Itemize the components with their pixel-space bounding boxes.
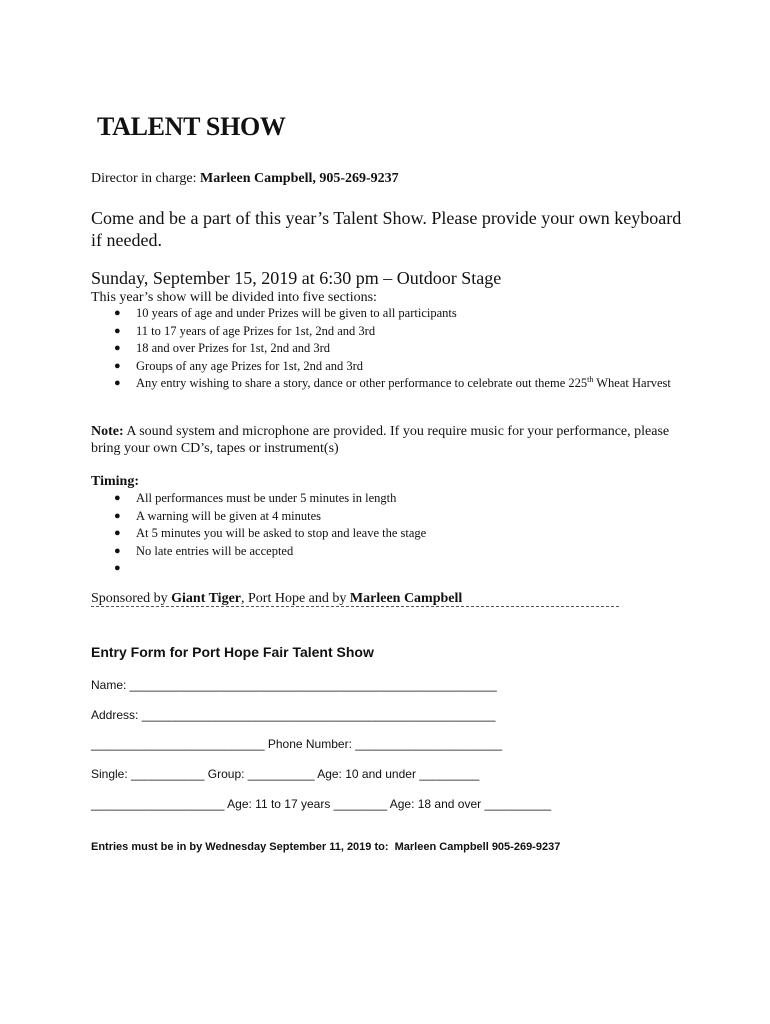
timing-heading: Timing:	[91, 474, 139, 489]
timing-text: A warning will be given at 4 minutes	[136, 508, 322, 523]
bullet-icon: ●	[114, 527, 121, 539]
deadline-note: Entries must be in by Wednesday September 11, 2019 to: Marleen Campbell 905-269-9237	[91, 841, 561, 853]
list-item	[91, 358, 671, 376]
section-text: 10 years of age and under Prizes will be given to all participants	[136, 306, 457, 320]
list-item	[91, 490, 671, 508]
bullet-icon: ●	[114, 359, 121, 372]
section-text: Groups of any age Prizes for 1st, 2nd and 3rd	[136, 358, 364, 373]
timing-text: No late entries will be accepted	[136, 543, 294, 558]
note-paragraph	[91, 423, 681, 457]
bullet-icon: ●	[114, 324, 121, 337]
section-text-before: Any entry wishing to share a story, dance or other performance to celebrate out theme 225	[136, 376, 588, 390]
director-line	[91, 171, 399, 187]
bullet-icon: ●	[114, 509, 121, 522]
page-title: TALENT SHOW	[97, 112, 286, 141]
director-name: Marleen Campbell, 905-269-9237	[199, 171, 399, 186]
address-field[interactable]: Address: _____________________________________________________	[91, 708, 496, 722]
cut-line-divider	[91, 606, 619, 607]
age-field[interactable]: ____________________ Age: 11 to 17 years ________ Age: 18 and over __________	[91, 797, 552, 811]
sponsor-name-1: Giant Tiger	[171, 591, 242, 606]
section-text-superscript: th	[587, 374, 594, 384]
timing-list	[91, 490, 671, 574]
sections-list	[91, 305, 671, 393]
intro-paragraph: Come and be a part of this year’s Talent Show. Please provide your own keyboard if needed.	[91, 208, 682, 250]
entry-form-title: Entry Form for Port Hope Fair Talent Show	[91, 644, 374, 660]
list-item	[91, 543, 671, 561]
bullet-icon: ●	[114, 544, 121, 557]
bullet-icon: ●	[114, 562, 121, 574]
name-field[interactable]: Name: _______________________________________________________	[91, 678, 497, 692]
category-field[interactable]: Single: ___________ Group: __________ Age: 10 and under _________	[91, 767, 480, 781]
sections-intro: This year’s show will be divided into five sections:	[91, 290, 377, 305]
bullet-icon: ●	[114, 342, 121, 354]
section-text: 11 to 17 years of age Prizes for 1st, 2nd and 3rd	[136, 323, 376, 338]
sponsor-line	[91, 591, 462, 607]
timing-text: All performances must be under 5 minutes in length	[136, 491, 397, 505]
list-item	[91, 305, 671, 323]
sponsor-prefix: Sponsored by	[91, 591, 172, 606]
sponsor-name-2: Marleen Campbell	[349, 591, 463, 606]
bullet-icon: ●	[114, 377, 121, 389]
timing-text: At 5 minutes you will be asked to stop and leave the stage	[136, 526, 427, 540]
bullet-icon: ●	[114, 492, 121, 504]
section-text-after: Wheat Harvest	[593, 376, 671, 390]
list-item	[91, 508, 671, 526]
director-label: Director in charge:	[91, 171, 200, 186]
list-item	[91, 375, 671, 393]
section-text: 18 and over Prizes for 1st, 2nd and 3rd	[136, 341, 331, 355]
list-item	[91, 323, 671, 341]
list-item	[91, 525, 671, 543]
bullet-icon: ●	[114, 307, 121, 319]
phone-field[interactable]: __________________________ Phone Number: ______________________	[91, 737, 503, 751]
sponsor-middle: , Port Hope and by	[241, 591, 350, 606]
event-date: Sunday, September 15, 2019 at 6:30 pm – Outdoor Stage	[91, 268, 502, 288]
note-text: A sound system and microphone are provided. If you require music for your performance, please bring your own CD’s, tapes or instrument(s)	[91, 424, 670, 456]
note-label: Note:	[91, 424, 124, 439]
list-item	[91, 340, 671, 358]
